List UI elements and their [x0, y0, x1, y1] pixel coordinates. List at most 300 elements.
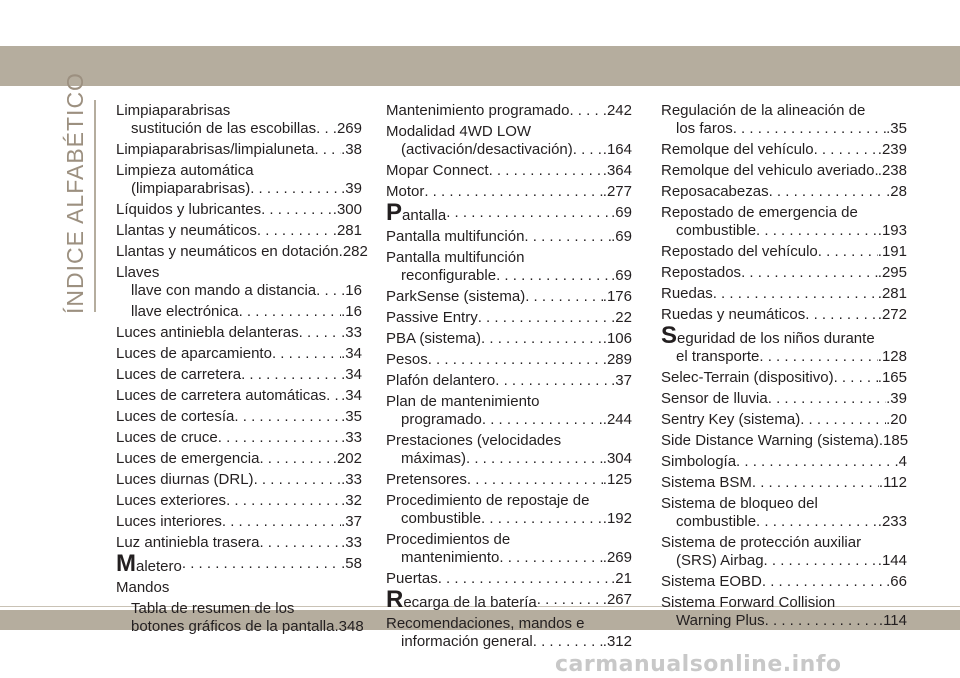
- index-entry: [386, 102, 632, 120]
- entry-label: combustible: [401, 510, 482, 527]
- index-line: [661, 552, 907, 570]
- index-line: [661, 243, 907, 261]
- page-number: .272: [877, 306, 907, 323]
- page-number: .242: [602, 102, 632, 119]
- entry-label: Warning Plus: [676, 612, 765, 629]
- entry-label: aletero: [136, 558, 182, 575]
- index-entry: [661, 162, 907, 180]
- page-number: .244: [602, 411, 632, 428]
- leader-dots: [800, 411, 886, 429]
- page-number: .281: [332, 222, 362, 239]
- index-line: [386, 351, 632, 369]
- index-line: [116, 550, 362, 577]
- index-line: [661, 432, 907, 450]
- leader-dots: [481, 510, 603, 528]
- leader-dots: [762, 573, 886, 591]
- index-entry: [116, 513, 362, 531]
- entry-label: ParkSense (sistema): [386, 288, 526, 305]
- leader-dots: [814, 141, 878, 159]
- index-line: [661, 594, 907, 612]
- section-initial: P: [386, 199, 403, 226]
- page-number: .295: [877, 264, 907, 281]
- leader-dots: [765, 612, 879, 630]
- index-entry: [386, 531, 632, 567]
- index-entry: [116, 141, 362, 159]
- index-line: [386, 492, 632, 510]
- leader-dots: [259, 450, 332, 468]
- entry-label: reconfigurable: [401, 267, 497, 284]
- index-line: [661, 120, 907, 138]
- entry-label: Sensor de lluvia: [661, 390, 768, 407]
- entry-label: Modalidad 4WD LOW: [386, 123, 532, 140]
- entry-label: (SRS) Airbag: [676, 552, 764, 569]
- page-number: .35: [341, 408, 362, 425]
- leader-dots: [467, 471, 603, 489]
- page-number: .37: [341, 513, 362, 530]
- page-number: .269: [602, 549, 632, 566]
- index-entry: [386, 492, 632, 528]
- index-entry: [116, 550, 362, 577]
- leader-dots: [326, 387, 341, 405]
- entry-label: Luces de cortesía: [116, 408, 235, 425]
- entry-label: Llaves: [116, 264, 160, 281]
- index-entry: [661, 432, 907, 450]
- index-entry: [661, 573, 907, 591]
- index-line: [386, 102, 632, 120]
- entry-label: Luces de aparcamiento: [116, 345, 272, 362]
- entry-label: sustitución de las escobillas: [131, 120, 317, 137]
- entry-label: Limpieza automática: [116, 162, 254, 179]
- entry-label: Procedimiento de repostaje de: [386, 492, 590, 509]
- leader-dots: [741, 264, 878, 282]
- index-line: [661, 306, 907, 324]
- page-number: .38: [341, 141, 362, 158]
- entry-label: Sistema Forward Collision: [661, 594, 836, 611]
- entry-label: los faros: [676, 120, 733, 137]
- entry-label: Pantalla multifunción: [386, 228, 525, 245]
- index-entry: [116, 366, 362, 384]
- leader-dots: [239, 303, 342, 321]
- page-number: .16: [341, 303, 362, 320]
- entry-label: Puertas: [386, 570, 438, 587]
- index-line: [386, 570, 632, 588]
- index-entry: [661, 390, 907, 408]
- section-initial: S: [661, 322, 678, 349]
- index-line: [661, 162, 907, 180]
- index-entry: [386, 309, 632, 327]
- leader-dots: [533, 633, 603, 651]
- entry-label: Pesos: [386, 351, 428, 368]
- index-line: [116, 534, 362, 552]
- index-entry: [661, 411, 907, 429]
- index-line: [116, 180, 362, 198]
- index-entry: [116, 324, 362, 342]
- entry-label: Mantenimiento programado: [386, 102, 570, 119]
- entry-label: combustible: [676, 513, 757, 530]
- page-number: .233: [877, 513, 907, 530]
- index-line: [386, 249, 632, 267]
- watermark: carmanualsonline.info: [555, 652, 842, 677]
- leader-dots: [299, 324, 342, 342]
- index-entry: [386, 228, 632, 246]
- entry-label: Sentry Key (sistema): [661, 411, 801, 428]
- page-number: .165: [877, 369, 907, 386]
- page-number: .21: [611, 570, 632, 587]
- leader-dots: [446, 204, 611, 225]
- entry-label: el transporte: [676, 348, 760, 365]
- index-line: [661, 369, 907, 387]
- entry-label: Pantalla multifunción: [386, 249, 525, 266]
- index-entry: [386, 123, 632, 159]
- leader-dots: [756, 222, 878, 240]
- index-line: [386, 372, 632, 390]
- index-line: [661, 348, 907, 366]
- section-title: ÍNDICE ALFABÉTICO: [62, 72, 88, 314]
- index-line: [386, 615, 632, 633]
- index-line: [386, 471, 632, 489]
- page-number: .22: [611, 309, 632, 326]
- entry-label: Luces interiores: [116, 513, 222, 530]
- index-line: [386, 288, 632, 306]
- leader-dots: [466, 450, 603, 468]
- entry-label: Mopar Connect: [386, 162, 489, 179]
- page-number: .289: [602, 351, 632, 368]
- index-line: [116, 282, 362, 300]
- leader-dots: [234, 408, 341, 426]
- index-line: [386, 123, 632, 141]
- index-line: [661, 264, 907, 282]
- index-line: [116, 102, 362, 120]
- index-line: [116, 366, 362, 384]
- header-band: [0, 46, 960, 86]
- index-line: [661, 141, 907, 159]
- index-entry: [386, 432, 632, 468]
- entry-label: Sistema BSM: [661, 474, 752, 491]
- index-line: [386, 633, 632, 651]
- index-entry: [116, 345, 362, 363]
- entry-label: Selec-Terrain (dispositivo): [661, 369, 834, 386]
- index-line: [386, 183, 632, 201]
- leader-dots: [261, 201, 333, 219]
- index-line: [116, 162, 362, 180]
- index-line: [116, 345, 362, 363]
- index-entry: [116, 534, 362, 552]
- entry-label: Repostado de emergencia de: [661, 204, 858, 221]
- entry-label: Sistema EOBD: [661, 573, 762, 590]
- leader-dots: [226, 492, 341, 510]
- page-number: .176: [602, 288, 632, 305]
- leader-dots: [241, 366, 341, 384]
- entry-label: Limpiaparabrisas: [116, 102, 231, 119]
- section-initial: M: [116, 550, 136, 577]
- index-entry: [116, 387, 362, 405]
- entry-label: máximas): [401, 450, 467, 467]
- index-entry: [116, 201, 362, 219]
- entry-label: Llantas y neumáticos: [116, 222, 257, 239]
- index-line: [386, 586, 632, 613]
- entry-label: Sistema de bloqueo del: [661, 495, 818, 512]
- leader-dots: [478, 309, 611, 327]
- index-entry: [661, 306, 907, 324]
- page-number: .28: [886, 183, 907, 200]
- entry-label: Remolque del vehiculo averiado: [661, 162, 875, 179]
- page-number: .69: [611, 204, 632, 221]
- leader-dots: [756, 513, 878, 531]
- index-entry: [116, 162, 362, 198]
- index-line: [116, 600, 362, 618]
- leader-dots: [182, 555, 341, 576]
- page-number: .281: [877, 285, 907, 302]
- index-line: [116, 120, 362, 138]
- index-line: [386, 450, 632, 468]
- index-entry: [386, 199, 632, 226]
- index-entry: [116, 264, 362, 300]
- entry-label: Pretensores: [386, 471, 467, 488]
- entry-label: Passive Entry: [386, 309, 478, 326]
- entry-label: Luces de cruce: [116, 429, 218, 446]
- section-initial: R: [386, 586, 404, 613]
- leader-dots: [254, 471, 342, 489]
- page-number: .144: [877, 552, 907, 569]
- index-entry: [661, 264, 907, 282]
- entry-label: Sistema de protección auxiliar: [661, 534, 862, 551]
- entry-label: Ruedas: [661, 285, 713, 302]
- leader-dots: [316, 120, 333, 138]
- index-entry: [386, 288, 632, 306]
- leader-dots: [818, 243, 878, 261]
- index-entry: [386, 162, 632, 180]
- index-line: [661, 285, 907, 303]
- index-entry: [116, 450, 362, 468]
- page-number: .112: [878, 474, 907, 491]
- index-entry: [386, 393, 632, 429]
- page-number: .185: [878, 432, 909, 449]
- leader-dots: [257, 222, 333, 240]
- index-line: [386, 531, 632, 549]
- entry-label: (activación/desactivación): [401, 141, 573, 158]
- entry-label: antalla: [402, 207, 447, 224]
- index-column-1: [116, 102, 368, 639]
- entry-label: llave con mando a distancia: [131, 282, 317, 299]
- page-number: .193: [877, 222, 907, 239]
- index-line: [386, 510, 632, 528]
- index-line: [386, 267, 632, 285]
- leader-dots: [759, 348, 877, 366]
- index-line: [661, 411, 907, 429]
- index-line: [386, 228, 632, 246]
- index-entry: [116, 222, 362, 240]
- leader-dots: [736, 453, 894, 471]
- page-number: .125: [602, 471, 632, 488]
- leader-dots: [768, 390, 886, 408]
- entry-label: Luces de carretera: [116, 366, 242, 383]
- page-number: .58: [341, 555, 362, 572]
- index-line: [661, 513, 907, 531]
- page-number: .269: [332, 120, 362, 137]
- leader-dots: [482, 411, 603, 429]
- index-entry: [386, 615, 632, 651]
- index-line: [116, 408, 362, 426]
- index-line: [661, 612, 907, 630]
- index-line: [116, 579, 362, 597]
- index-line: [116, 492, 362, 510]
- entry-label: Side Distance Warning (sistema): [661, 432, 879, 449]
- leader-dots: [250, 180, 341, 198]
- index-entry: [116, 600, 362, 636]
- page-number: .348: [334, 618, 364, 635]
- index-entry: [116, 408, 362, 426]
- page-number: .34: [341, 366, 362, 383]
- index-line: [386, 411, 632, 429]
- index-line: [661, 222, 907, 240]
- leader-dots: [805, 306, 878, 324]
- index-line: [116, 303, 362, 321]
- entry-label: Plafón delantero: [386, 372, 496, 389]
- section-title-rule: [94, 100, 96, 312]
- index-line: [116, 450, 362, 468]
- entry-label: información general: [401, 633, 533, 650]
- page-number: .34: [341, 387, 362, 404]
- index-entry: [661, 322, 907, 366]
- leader-dots: [428, 351, 603, 369]
- index-line: [116, 618, 362, 636]
- leader-dots: [259, 534, 341, 552]
- page-number: .300: [332, 201, 362, 218]
- page-number: .364: [602, 162, 632, 179]
- index-entry: [116, 102, 362, 138]
- page-number: .33: [341, 429, 362, 446]
- page-number: .37: [611, 372, 632, 389]
- index-line: [386, 141, 632, 159]
- leader-dots: [499, 549, 602, 567]
- index-entry: [386, 471, 632, 489]
- page-number: .277: [602, 183, 632, 200]
- index-entry: [116, 303, 362, 321]
- leader-dots: [489, 162, 603, 180]
- entry-label: (limpiaparabrisas): [131, 180, 251, 197]
- entry-label: ecarga de la batería: [403, 594, 537, 611]
- entry-label: Recomendaciones, mandos e: [386, 615, 585, 632]
- entry-label: Luces antiniebla delanteras: [116, 324, 299, 341]
- index-line: [116, 387, 362, 405]
- index-entry: [386, 330, 632, 348]
- index-entry: [661, 141, 907, 159]
- index-line: [661, 495, 907, 513]
- page-number: .239: [877, 141, 907, 158]
- index-line: [386, 432, 632, 450]
- leader-dots: [537, 591, 603, 612]
- leader-dots: [424, 183, 602, 201]
- index-entry: [661, 594, 907, 630]
- leader-dots: [222, 513, 341, 531]
- page-number: .114: [878, 612, 907, 629]
- entry-label: Procedimientos de: [386, 531, 511, 548]
- page-number: .192: [602, 510, 632, 527]
- leader-dots: [495, 372, 611, 390]
- index-entry: [386, 586, 632, 613]
- page-number: .20: [886, 411, 907, 428]
- index-entry: [661, 453, 907, 471]
- entry-label: Mandos: [116, 579, 170, 596]
- index-line: [661, 453, 907, 471]
- index-entry: [116, 492, 362, 510]
- entry-label: Regulación de la alineación de: [661, 102, 866, 119]
- entry-label: botones gráficos de la pantalla: [131, 618, 335, 635]
- page-number: .39: [886, 390, 907, 407]
- page-number: .35: [886, 120, 907, 137]
- index-entry: [116, 429, 362, 447]
- entry-label: Prestaciones (velocidades: [386, 432, 562, 449]
- leader-dots: [834, 369, 878, 387]
- index-entry: [661, 243, 907, 261]
- leader-dots: [314, 141, 341, 159]
- index-entry: [386, 372, 632, 390]
- page-number: .69: [611, 228, 632, 245]
- entry-label: mantenimiento: [401, 549, 500, 566]
- index-entry: [386, 351, 632, 369]
- index-line: [661, 390, 907, 408]
- index-line: [116, 264, 362, 282]
- leader-dots: [713, 285, 878, 303]
- entry-label: Limpiaparabrisas/limpialuneta: [116, 141, 315, 158]
- index-line: [661, 474, 907, 492]
- page-number: .106: [602, 330, 632, 347]
- entry-label: Reposacabezas: [661, 183, 769, 200]
- index-column-3: [661, 102, 907, 633]
- entry-label: Tabla de resumen de los: [131, 600, 295, 617]
- index-line: [661, 534, 907, 552]
- leader-dots: [218, 429, 341, 447]
- index-line: [661, 204, 907, 222]
- page-number: .312: [602, 633, 632, 650]
- page-number: .16: [341, 282, 362, 299]
- index-entry: [116, 243, 368, 261]
- index-entry: [661, 285, 907, 303]
- index-line: [661, 573, 907, 591]
- page-number: .191: [877, 243, 907, 260]
- entry-label: Repostados: [661, 264, 742, 281]
- leader-dots: [272, 345, 341, 363]
- page-number: .128: [877, 348, 907, 365]
- leader-dots: [524, 228, 611, 246]
- index-entry: [661, 369, 907, 387]
- index-line: [386, 549, 632, 567]
- leader-dots: [481, 330, 603, 348]
- entry-label: Líquidos y lubricantes: [116, 201, 262, 218]
- page-number: .33: [341, 534, 362, 551]
- index-line: [116, 324, 362, 342]
- index-column-2: [386, 102, 632, 654]
- page-number: .202: [332, 450, 362, 467]
- index-line: [661, 322, 907, 349]
- entry-label: eguridad de los niños durante: [677, 330, 875, 347]
- index-entry: [116, 579, 362, 597]
- leader-dots: [569, 102, 602, 120]
- entry-label: Repostado del vehículo: [661, 243, 818, 260]
- leader-dots: [769, 183, 887, 201]
- page-number: .238: [877, 162, 907, 179]
- index-entry: [661, 183, 907, 201]
- index-entry: [386, 249, 632, 285]
- page-number: .66: [886, 573, 907, 590]
- index-line: [386, 393, 632, 411]
- entry-label: combustible: [676, 222, 757, 239]
- page-number: .69: [611, 267, 632, 284]
- index-entry: [386, 183, 632, 201]
- index-line: [386, 162, 632, 180]
- leader-dots: [752, 474, 879, 492]
- index-line: [116, 429, 362, 447]
